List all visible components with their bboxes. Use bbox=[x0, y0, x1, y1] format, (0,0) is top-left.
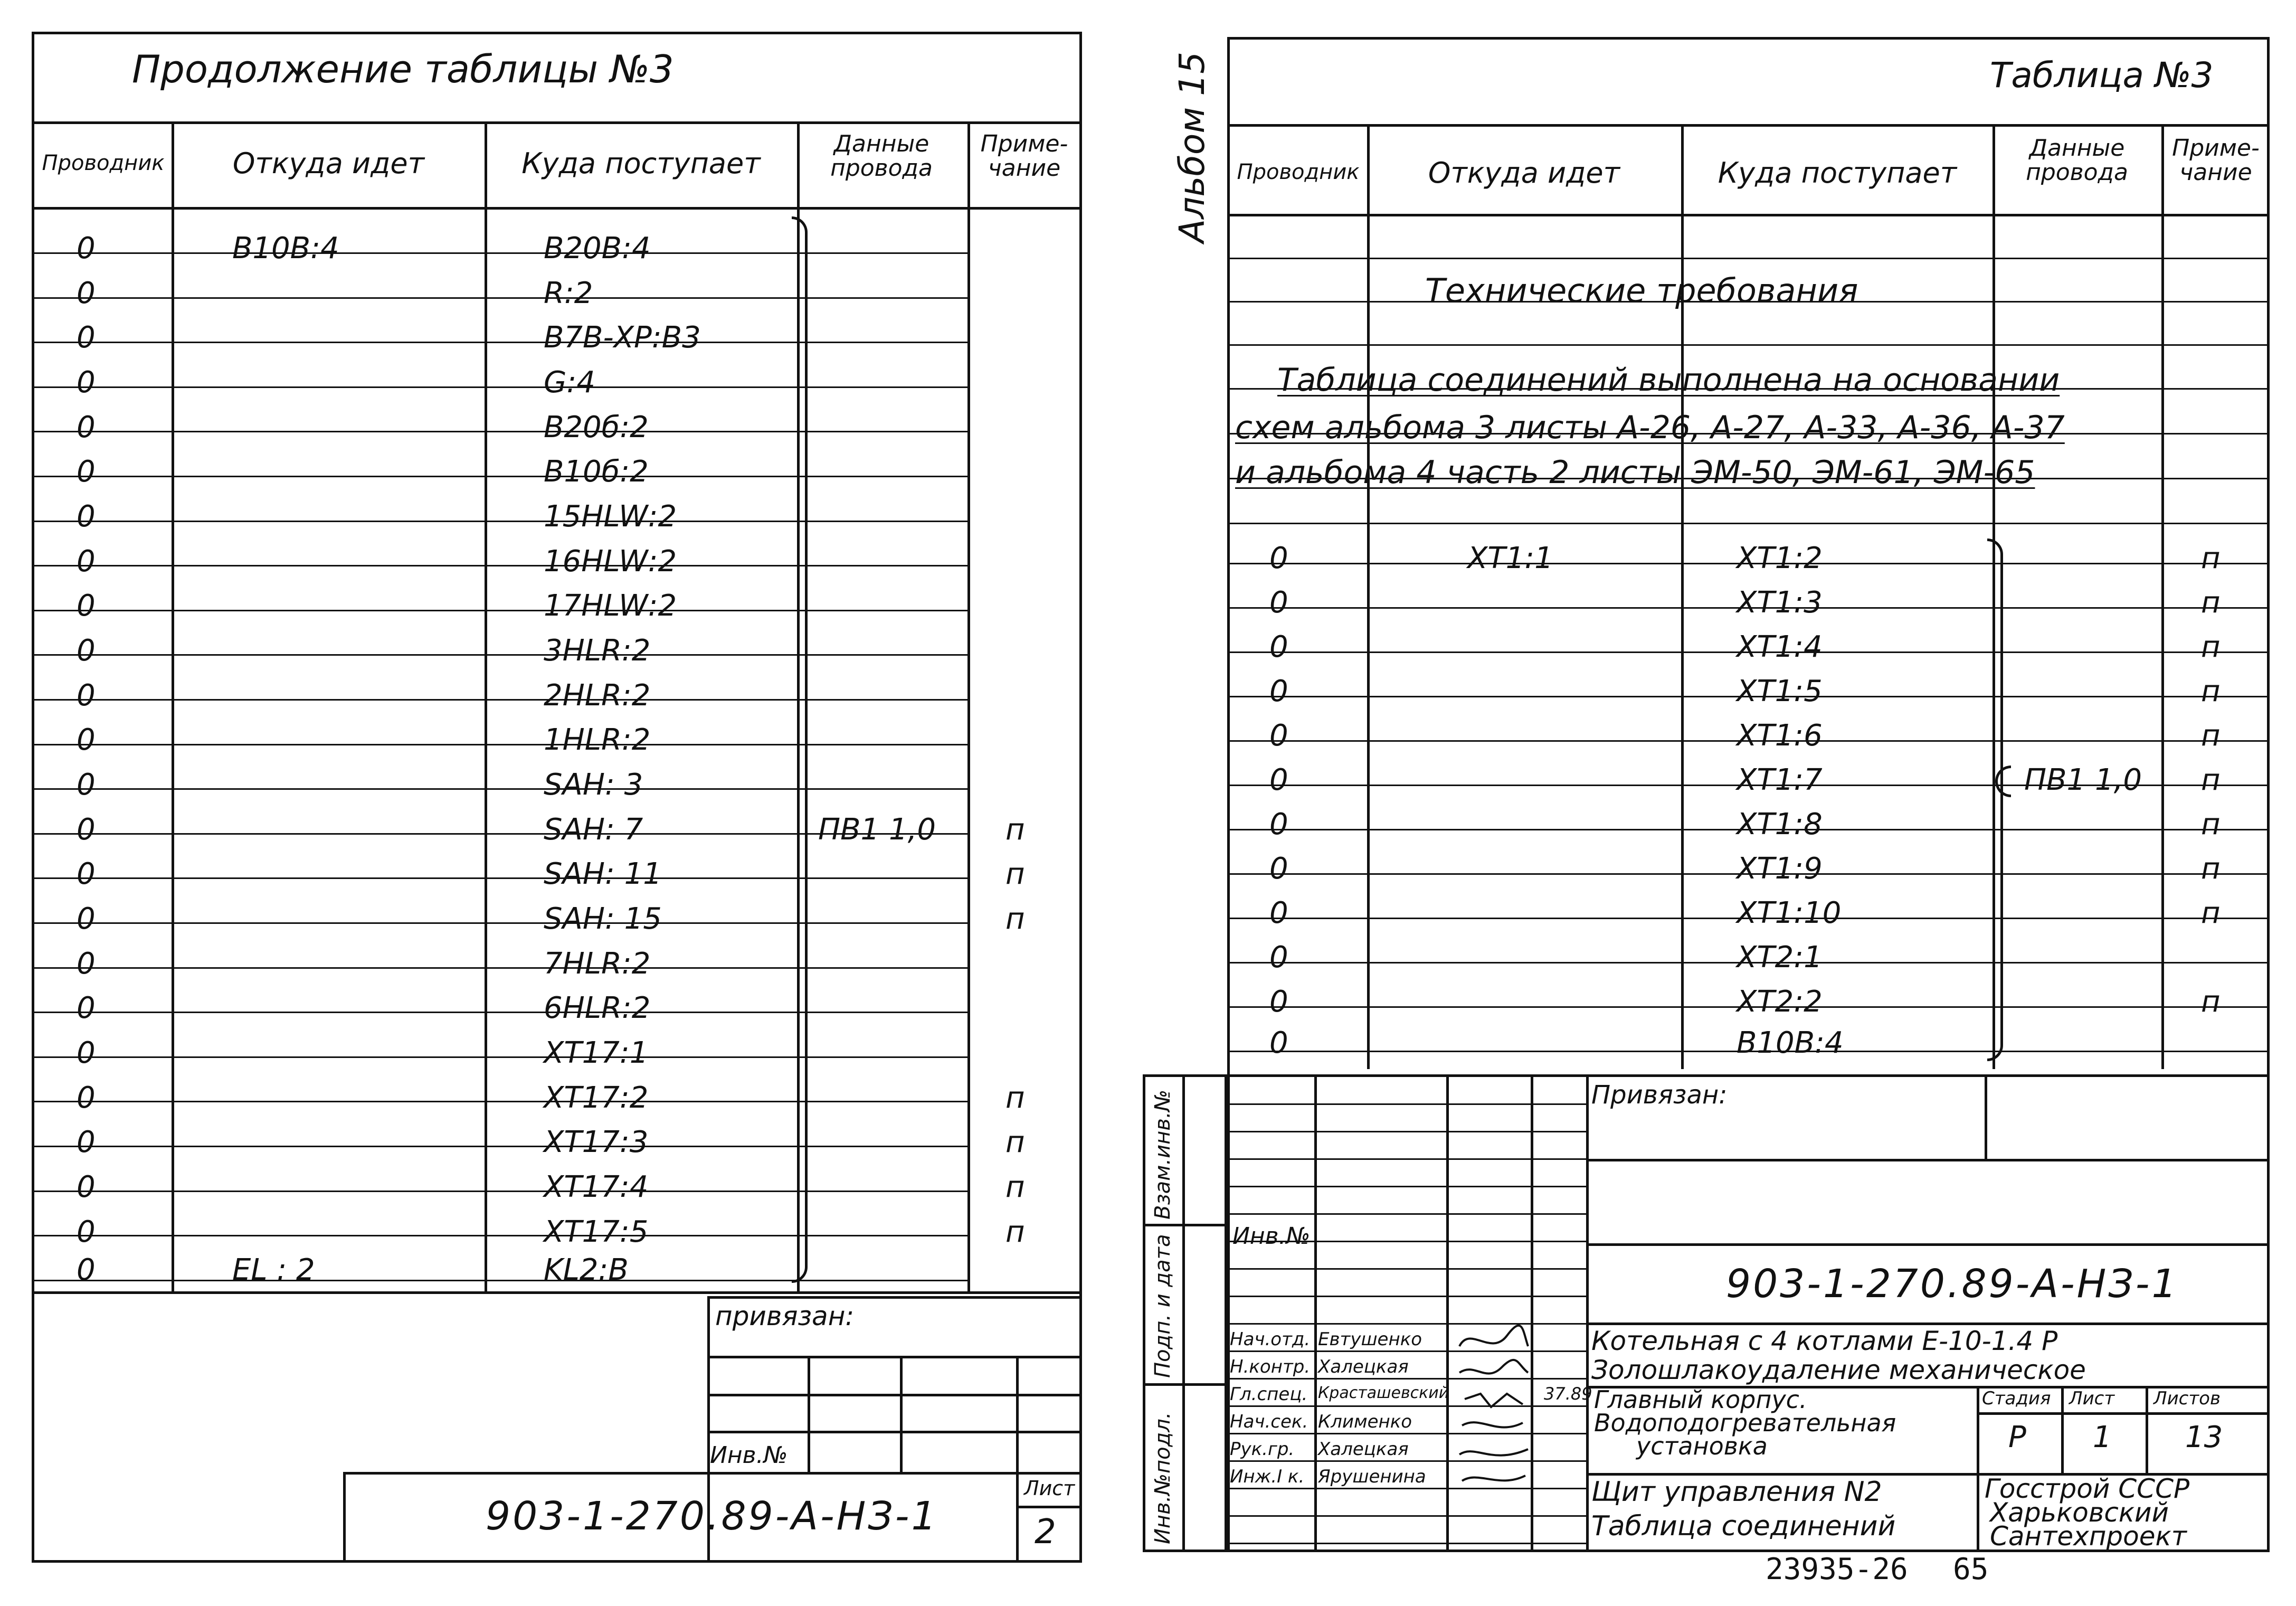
left-header-bottom-line bbox=[32, 207, 1082, 210]
right-row-10-note: п bbox=[2201, 985, 2221, 1019]
right-row-2-conductor: 0 bbox=[1269, 630, 1288, 664]
right-header-note: Приме-чание bbox=[2172, 135, 2260, 186]
right-row-1-to: XT1:3 bbox=[1737, 585, 1823, 620]
signature-5 bbox=[1462, 1476, 1525, 1481]
left-row-line bbox=[32, 565, 967, 566]
left-row-line bbox=[32, 699, 967, 701]
right-col-line-2 bbox=[1681, 124, 1684, 1069]
left-row-6-conductor: 0 bbox=[77, 499, 96, 534]
left-row-15-conductor: 0 bbox=[77, 902, 96, 936]
right-row-10-to: XT2:2 bbox=[1737, 985, 1823, 1019]
signature-2 bbox=[1465, 1394, 1523, 1407]
left-row-11-to: 1HLR:2 bbox=[544, 723, 651, 757]
left-row-11-conductor: 0 bbox=[77, 723, 96, 757]
left-row-9-to: 3HLR:2 bbox=[544, 634, 651, 668]
signature-4 bbox=[1459, 1449, 1528, 1456]
right-row-0-to: XT1:2 bbox=[1737, 541, 1823, 575]
left-tb-vline-3 bbox=[1016, 1356, 1019, 1472]
left-row-22-note: п bbox=[1005, 1215, 1025, 1249]
left-row-7-to: 16HLW:2 bbox=[544, 544, 677, 579]
stage-hdr-sheets: Листов bbox=[2153, 1388, 2221, 1409]
left-row-8-to: 17HLW:2 bbox=[544, 589, 677, 623]
left-row-1-conductor: 0 bbox=[77, 276, 96, 310]
stage-divider-left bbox=[1977, 1386, 1979, 1552]
page-number: 65 bbox=[1953, 1552, 1989, 1586]
left-row-10-conductor: 0 bbox=[77, 678, 96, 713]
right-inv-no: Инв.№ bbox=[1232, 1223, 1311, 1250]
note-line-2: схем альбома 3 листы А-26, А-27, А-33, А-36, А-37 bbox=[1235, 409, 2065, 446]
left-row-5-to: В10б:2 bbox=[544, 455, 649, 489]
right-row-11-to: В10В:4 bbox=[1737, 1026, 1844, 1060]
right-code-bottom bbox=[1586, 1322, 2270, 1325]
right-row-6-to: XT1:8 bbox=[1737, 807, 1823, 842]
right-row-1-note: п bbox=[2201, 585, 2221, 620]
left-row-line bbox=[32, 476, 967, 477]
signature-1 bbox=[1459, 1360, 1528, 1374]
left-row-12-conductor: 0 bbox=[77, 768, 96, 802]
left-tb-line-3 bbox=[707, 1431, 1082, 1433]
right-row-4-conductor: 0 bbox=[1269, 719, 1288, 753]
left-row-17-conductor: 0 bbox=[77, 991, 96, 1025]
left-table-end-line bbox=[32, 1291, 1082, 1294]
left-row-8-conductor: 0 bbox=[77, 589, 96, 623]
right-row-2-to: XT1:4 bbox=[1737, 630, 1823, 664]
album-label: Альбом 15 bbox=[1172, 51, 1212, 243]
left-row-14-conductor: 0 bbox=[77, 857, 96, 891]
drawing-line-1: Щит управления N2 bbox=[1591, 1476, 1882, 1508]
left-row-23-from: EL : 2 bbox=[232, 1253, 315, 1287]
right-row-10-conductor: 0 bbox=[1269, 985, 1288, 1019]
org-line-1: Госстрой СССР bbox=[1985, 1473, 2190, 1504]
left-row-16-to: 7HLR:2 bbox=[544, 947, 651, 981]
left-row-10-to: 2HLR:2 bbox=[544, 678, 651, 713]
left-wire-brace bbox=[792, 216, 808, 1283]
right-header-wire-data: Данные провода bbox=[2026, 135, 2128, 186]
left-row-line bbox=[32, 744, 967, 745]
left-row-18-conductor: 0 bbox=[77, 1036, 96, 1070]
left-col-line-4 bbox=[967, 121, 970, 1291]
right-row-7-conductor: 0 bbox=[1269, 852, 1288, 886]
left-row-line bbox=[32, 521, 967, 522]
left-row-line bbox=[32, 610, 967, 611]
left-header-to: Куда поступает bbox=[521, 147, 761, 180]
right-privyazan-bottom bbox=[1586, 1159, 2270, 1161]
project-line-1: Котельная с 4 котлами Е-10-1.4 Р bbox=[1591, 1326, 2058, 1356]
drawing-line-2: Таблица соединений bbox=[1591, 1510, 1896, 1542]
left-row-line bbox=[32, 1146, 967, 1147]
right-row-8-to: XT1:10 bbox=[1737, 896, 1842, 930]
right-row-2-note: п bbox=[2201, 630, 2221, 664]
right-side-strip-line-2 bbox=[1143, 1383, 1227, 1386]
right-row-line bbox=[1227, 523, 2270, 524]
left-row-13-to: SAH: 7 bbox=[544, 813, 643, 847]
left-tb-vline-1 bbox=[808, 1356, 810, 1472]
left-row-2-conductor: 0 bbox=[77, 320, 96, 355]
left-privyazan-label: привязан: bbox=[715, 1301, 855, 1331]
left-row-0-conductor: 0 bbox=[77, 231, 96, 266]
staff-2-role: Гл.спец. bbox=[1230, 1384, 1308, 1405]
left-row-21-note: п bbox=[1005, 1170, 1025, 1204]
left-row-19-to: XT17:2 bbox=[544, 1081, 649, 1115]
left-row-line bbox=[32, 386, 967, 388]
left-row-15-to: SAH: 15 bbox=[544, 902, 662, 936]
left-row-line bbox=[32, 342, 967, 343]
left-row-3-to: G:4 bbox=[544, 365, 595, 400]
left-row-20-conductor: 0 bbox=[77, 1125, 96, 1159]
left-row-17-to: 6HLR:2 bbox=[544, 991, 651, 1025]
left-row-15-note: п bbox=[1005, 902, 1025, 936]
left-header-from: Откуда идет bbox=[232, 147, 425, 180]
left-tb-vline-2 bbox=[900, 1356, 903, 1472]
left-row-line bbox=[32, 788, 967, 790]
left-row-13-conductor: 0 bbox=[77, 813, 96, 847]
right-row-8-note: п bbox=[2201, 896, 2221, 930]
right-header-from: Откуда идет bbox=[1428, 156, 1620, 190]
building-line-1: Главный корпус. bbox=[1594, 1385, 1807, 1414]
left-row-21-conductor: 0 bbox=[77, 1170, 96, 1204]
staff-5-name: Ярушенина bbox=[1318, 1466, 1426, 1487]
left-row-line bbox=[32, 967, 967, 969]
left-row-4-to: В20б:2 bbox=[544, 410, 649, 445]
left-row-22-to: XT17:5 bbox=[544, 1215, 649, 1249]
right-row-0-from: XT1:1 bbox=[1467, 541, 1553, 575]
left-row-20-note: п bbox=[1005, 1125, 1025, 1159]
right-code-top bbox=[1586, 1243, 2270, 1246]
signature-0 bbox=[1459, 1326, 1528, 1346]
stage-val-stage: Р bbox=[2008, 1420, 2026, 1454]
left-row-19-note: п bbox=[1005, 1081, 1025, 1115]
right-tb-top-line bbox=[1143, 1074, 2270, 1077]
org-line-3: Сантехпроект bbox=[1990, 1521, 2187, 1552]
right-row-9-to: XT2:1 bbox=[1737, 940, 1823, 975]
sign-date: 37.89 bbox=[1544, 1384, 1592, 1404]
staff-1-role: Н.контр. bbox=[1230, 1356, 1311, 1377]
stage-divider-2 bbox=[2146, 1386, 2148, 1473]
right-row-3-conductor: 0 bbox=[1269, 674, 1288, 708]
left-doc-code: 903-1-270.89-А-НЗ-1 bbox=[486, 1494, 938, 1539]
staff-1-name: Халецкая bbox=[1318, 1356, 1409, 1377]
side-label-replace-inv: Взам.инв.№ bbox=[1151, 1089, 1175, 1220]
left-row-0-from: В10В:4 bbox=[232, 231, 339, 266]
staff-3-name: Клименко bbox=[1318, 1411, 1412, 1432]
left-row-21-to: XT17:4 bbox=[544, 1170, 649, 1204]
left-row-line bbox=[32, 297, 967, 299]
left-row-16-conductor: 0 bbox=[77, 947, 96, 981]
left-row-line bbox=[32, 1056, 967, 1058]
stage-val-sheets: 13 bbox=[2185, 1420, 2223, 1454]
stage-hdr-line bbox=[1977, 1412, 2270, 1415]
right-row-3-note: п bbox=[2201, 674, 2221, 708]
signature-marks bbox=[1449, 1315, 1533, 1494]
stage-hdr-stage: Стадия bbox=[1982, 1388, 2051, 1409]
right-row-7-note: п bbox=[2201, 852, 2221, 886]
left-row-9-conductor: 0 bbox=[77, 634, 96, 668]
left-header-note: Приме-чание bbox=[980, 130, 1068, 182]
left-row-line bbox=[32, 654, 967, 656]
right-row-5-to: XT1:7 bbox=[1737, 763, 1823, 797]
right-row-4-to: XT1:6 bbox=[1737, 719, 1823, 753]
right-col-line-4 bbox=[2161, 124, 2164, 1069]
right-row-5-conductor: 0 bbox=[1269, 763, 1288, 797]
tech-requirements-heading: Технические требования bbox=[1425, 271, 1858, 310]
staff-5-role: Инж.I к. bbox=[1230, 1466, 1305, 1487]
left-row-22-conductor: 0 bbox=[77, 1215, 96, 1249]
right-header-conductor: Проводник bbox=[1237, 160, 1360, 184]
right-privyazan-divider bbox=[1985, 1074, 1987, 1159]
left-sheet-title: Продолжение таблицы №3 bbox=[132, 47, 674, 91]
right-row-6-note: п bbox=[2201, 807, 2221, 842]
right-row-0-conductor: 0 bbox=[1269, 541, 1288, 575]
left-row-19-conductor: 0 bbox=[77, 1081, 96, 1115]
left-row-line bbox=[32, 252, 967, 254]
staff-0-name: Евтушенко bbox=[1318, 1329, 1422, 1350]
side-label-inv-orig: Инв.№подл. bbox=[1151, 1412, 1175, 1544]
right-row-3-to: XT1:5 bbox=[1737, 674, 1823, 708]
left-header-wire-data: Данные провода bbox=[830, 130, 933, 182]
left-sheet-label: Лист bbox=[1024, 1477, 1075, 1500]
right-row-line bbox=[1227, 344, 2270, 346]
left-row-1-to: R:2 bbox=[544, 276, 593, 310]
right-header-top-line bbox=[1227, 124, 2270, 127]
signature-3 bbox=[1462, 1422, 1523, 1427]
left-row-3-conductor: 0 bbox=[77, 365, 96, 400]
order-number: 23935-26 bbox=[1766, 1552, 1908, 1586]
left-row-line bbox=[32, 1101, 967, 1102]
right-row-11-conductor: 0 bbox=[1269, 1026, 1288, 1060]
right-tb-vline-d bbox=[1586, 1074, 1589, 1552]
staff-3-role: Нач.сек. bbox=[1230, 1411, 1308, 1432]
right-header-to: Куда поступает bbox=[1718, 156, 1957, 190]
staff-4-role: Рук.гр. bbox=[1230, 1439, 1295, 1460]
right-col-line-1 bbox=[1367, 124, 1370, 1069]
right-wire-brace bbox=[1987, 539, 2003, 1061]
building-line-2: Водоподогревательная bbox=[1594, 1409, 1896, 1437]
left-row-14-to: SAH: 11 bbox=[544, 857, 662, 891]
left-row-line bbox=[32, 1280, 967, 1281]
left-header-conductor: Проводник bbox=[42, 151, 165, 175]
left-row-5-conductor: 0 bbox=[77, 455, 96, 489]
right-sheet-title: Таблица №3 bbox=[1990, 55, 2214, 96]
left-row-line bbox=[32, 1235, 967, 1236]
side-label-sign-date: Подп. и дата bbox=[1151, 1234, 1175, 1378]
left-wire-data: ПВ1 1,0 bbox=[818, 813, 936, 847]
left-sheet-label-line bbox=[1016, 1506, 1082, 1508]
left-row-line bbox=[32, 1191, 967, 1192]
note-line-1: Таблица соединений выполнена на основании bbox=[1277, 362, 2060, 399]
right-tb-vline-a bbox=[1314, 1074, 1317, 1552]
right-wire-data: ПВ1 1,0 bbox=[2024, 763, 2142, 797]
left-row-20-to: XT17:3 bbox=[544, 1125, 649, 1159]
right-row-6-conductor: 0 bbox=[1269, 807, 1288, 842]
staff-4-name: Халецкая bbox=[1318, 1439, 1409, 1460]
left-row-23-to: KL2:B bbox=[544, 1253, 629, 1287]
right-privyazan-label: Привязан: bbox=[1591, 1080, 1728, 1110]
right-side-strip-divider bbox=[1182, 1074, 1185, 1552]
left-row-12-to: SAH: 3 bbox=[544, 768, 643, 802]
left-row-2-to: В7В-ХР:В3 bbox=[544, 320, 701, 355]
right-row-4-note: п bbox=[2201, 719, 2221, 753]
left-inv-no: Инв.№ bbox=[710, 1442, 788, 1469]
right-doc-code: 903-1-270.89-А-НЗ-1 bbox=[1726, 1261, 2179, 1307]
left-row-line bbox=[32, 431, 967, 432]
stage-hdr-sheet: Лист bbox=[2069, 1388, 2115, 1409]
staff-2-name: Красташевский bbox=[1318, 1384, 1449, 1402]
left-row-18-to: XT17:1 bbox=[544, 1036, 649, 1070]
left-row-line bbox=[32, 1012, 967, 1013]
note-line-3: и альбома 4 часть 2 листы ЭМ-50, ЭМ-61, ЭМ-65 bbox=[1235, 454, 2035, 491]
left-row-13-note: п bbox=[1005, 813, 1025, 847]
left-row-line bbox=[32, 922, 967, 924]
right-row-line bbox=[1227, 258, 2270, 259]
right-row-1-conductor: 0 bbox=[1269, 585, 1288, 620]
left-row-0-to: В20В:4 bbox=[544, 231, 651, 266]
right-row-0-note: п bbox=[2201, 541, 2221, 575]
right-side-strip-line-1 bbox=[1143, 1224, 1227, 1226]
left-tb-line-2 bbox=[707, 1394, 1082, 1396]
left-row-6-to: 15HLW:2 bbox=[544, 499, 677, 534]
left-sheet-no: 2 bbox=[1035, 1513, 1058, 1552]
project-line-2: Золошлакоудаление механическое bbox=[1591, 1355, 2086, 1385]
left-tb-line-1 bbox=[707, 1356, 1082, 1358]
stage-val-sheet: 1 bbox=[2093, 1420, 2112, 1454]
right-row-8-conductor: 0 bbox=[1269, 896, 1288, 930]
left-header-top-line bbox=[32, 121, 1082, 124]
right-header-bottom-line bbox=[1227, 214, 2270, 216]
left-row-7-conductor: 0 bbox=[77, 544, 96, 579]
left-code-box-divider bbox=[1016, 1472, 1019, 1563]
staff-0-role: Нач.отд. bbox=[1230, 1329, 1311, 1350]
right-row-9-conductor: 0 bbox=[1269, 940, 1288, 975]
right-row-5-note: п bbox=[2201, 763, 2221, 797]
stage-divider-1 bbox=[2061, 1386, 2064, 1473]
right-row-7-to: XT1:9 bbox=[1737, 852, 1823, 886]
building-line-3: установка bbox=[1636, 1432, 1768, 1460]
left-row-4-conductor: 0 bbox=[77, 410, 96, 445]
org-line-2: Харьковский bbox=[1990, 1497, 2169, 1528]
left-row-14-note: п bbox=[1005, 857, 1025, 891]
left-row-23-conductor: 0 bbox=[77, 1253, 96, 1287]
left-row-line bbox=[32, 877, 967, 879]
